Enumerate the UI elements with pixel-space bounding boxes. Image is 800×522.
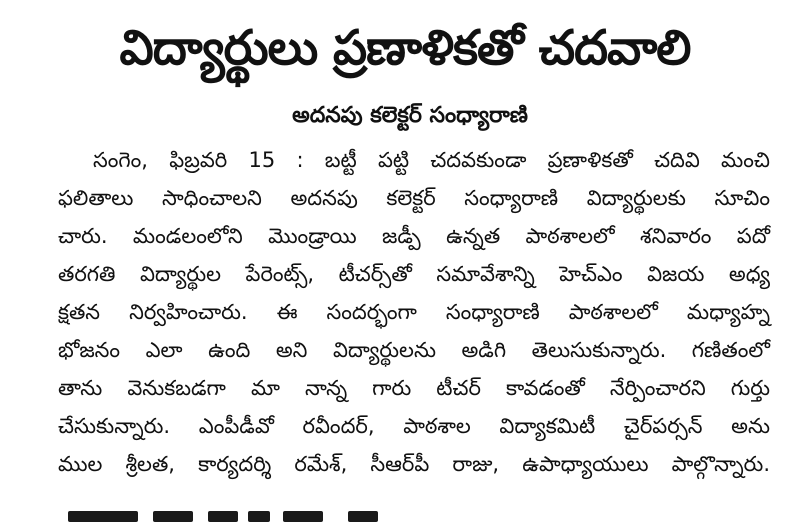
article-line: తరగతి విద్యార్థుల పేరెంట్స్, టీచర్స్‌తో సమావేశాన్ని హెచ్‌ఎం విజయ అధ్య bbox=[58, 262, 770, 286]
cut-off-text-fragment bbox=[153, 511, 193, 522]
article-line: తాను వెనుకబడగా మా నాన్న గారు టీచర్ కావడంతో నేర్పించారని గుర్తు bbox=[58, 376, 770, 400]
cut-off-text-fragment bbox=[68, 511, 138, 522]
article-byline: అదనపు కలెక్టర్ సంధ్యారాణి bbox=[292, 103, 528, 128]
article-line: సంగెం, ఫిబ్రవరి 15 : బట్టీ పట్టి చదవకుండా ప్రణాళికతో చదివి మంచి bbox=[93, 148, 770, 172]
cut-off-text-fragment bbox=[208, 511, 238, 522]
cut-off-text-fragment bbox=[348, 511, 378, 522]
article-line: ఫలితాలు సాధించాలని అదనపు కలెక్టర్ సంధ్యారాణి విద్యార్థులకు సూచిం bbox=[58, 186, 770, 210]
article-line: చారు. మండలంలోని మొండ్రాయి జడ్పీ ఉన్నత పాఠశాలలో శనివారం పదో bbox=[58, 224, 770, 248]
article-line: భోజనం ఎలా ఉంది అని విద్యార్థులను అడిగి తెలుసుకున్నారు. గణితంలో bbox=[58, 338, 770, 362]
cut-off-text-fragment bbox=[283, 511, 323, 522]
article-line: ముల శ్రీలత, కార్యదర్శి రమేశ్, సీఆర్‌పీ రాజు, ఉపాధ్యాయులు పాల్గొన్నారు. bbox=[58, 452, 770, 476]
cut-off-text-fragment bbox=[248, 511, 270, 522]
article-line: చేసుకున్నారు. ఎంపీడీవో రవీందర్, పాఠశాల విద్యాకమిటీ చైర్‌పర్సన్ అను bbox=[58, 414, 770, 438]
cut-off-next-line bbox=[58, 505, 770, 522]
article-line: క్షతన నిర్వహించారు. ఈ సందర్భంగా సంధ్యారాణి పాఠశాలలో మధ్యాహ్న bbox=[58, 300, 770, 324]
article-headline: విద్యార్థులు ప్రణాళికతో చదవాలి bbox=[119, 20, 691, 76]
